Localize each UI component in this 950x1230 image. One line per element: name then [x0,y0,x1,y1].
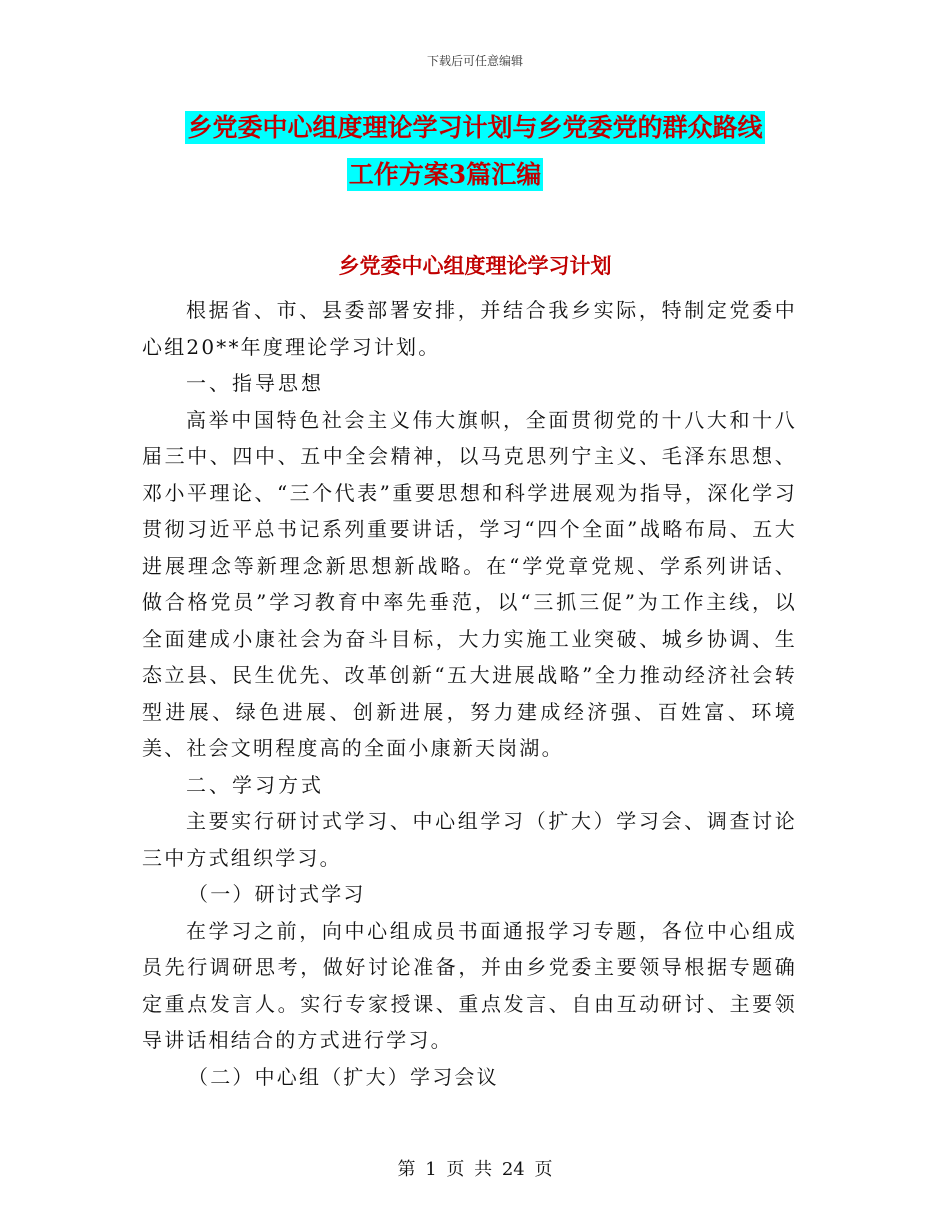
subheading-group-meeting: （二）中心组（扩大）学习会议 [188,1064,499,1089]
paragraph-seminar-study: 在学习之前，向中心组成员书面通报学习专题，各位中心组成员先行调研思考，做好讨论准备，并由乡党委主要领导根据专题确定重点发言人。实行专家授课、重点发言、自由互动研讨、主要领导讲话相结合的方式进行学习。 [142,918,797,1052]
page-footer: 第 1 页 共 24 页 [397,1159,553,1180]
heading-guiding-thought: 一、指导思想 [186,371,324,395]
document-title-line-2 [0,155,920,195]
page-header: 下载后可任意编辑 [426,54,523,68]
paragraph-intro: 根据省、市、县委部署安排，并结合我乡实际，特制定党委中心组20**年度理论学习计划。 [142,298,797,359]
section-title: 乡党委中心组度理论学习计划 [338,253,612,278]
paragraph-study-method: 主要实行研讨式学习、中心组学习（扩大）学习会、调查讨论三中方式组织学习。 [142,809,797,870]
document-title-line-1 [0,108,950,148]
subheading-seminar-study: （一）研讨式学习 [188,882,366,906]
paragraph-guiding-thought: 高举中国特色社会主义伟大旗帜，全面贯彻党的十八大和十八届三中、四中、五中全会精神，以马克思列宁主义、毛泽东思想、邓小平理论、“三个代表”重要思想和科学进展观为指导，深化学习贯彻习近平总书记系列重要讲话，学习“四个全面”战略布局、五大进展理念等新理念新思想新战略。在“学党章党规、学系列讲话、做合格党员”学习教育中率先垂范，以“三抓三促”为工作主线，以全面建成小康社会为奋斗目标，大力实施工业突破、城乡协调、生态立县、民生优先、改革创新“五大进展战略”全力推动经济社会转型进展、绿色进展、创新进展，努力建成经济强、百姓富、环境美、社会文明程度高的全面小康新天岗湖。 [142,407,797,760]
title-highlight-2: 工作方案3篇汇编 [348,160,542,189]
title-highlight-1: 乡党委中心组度理论学习计划与乡党委党的群众路线 [187,113,763,142]
heading-study-method: 二、学习方式 [186,772,324,797]
document-body [142,292,797,1095]
